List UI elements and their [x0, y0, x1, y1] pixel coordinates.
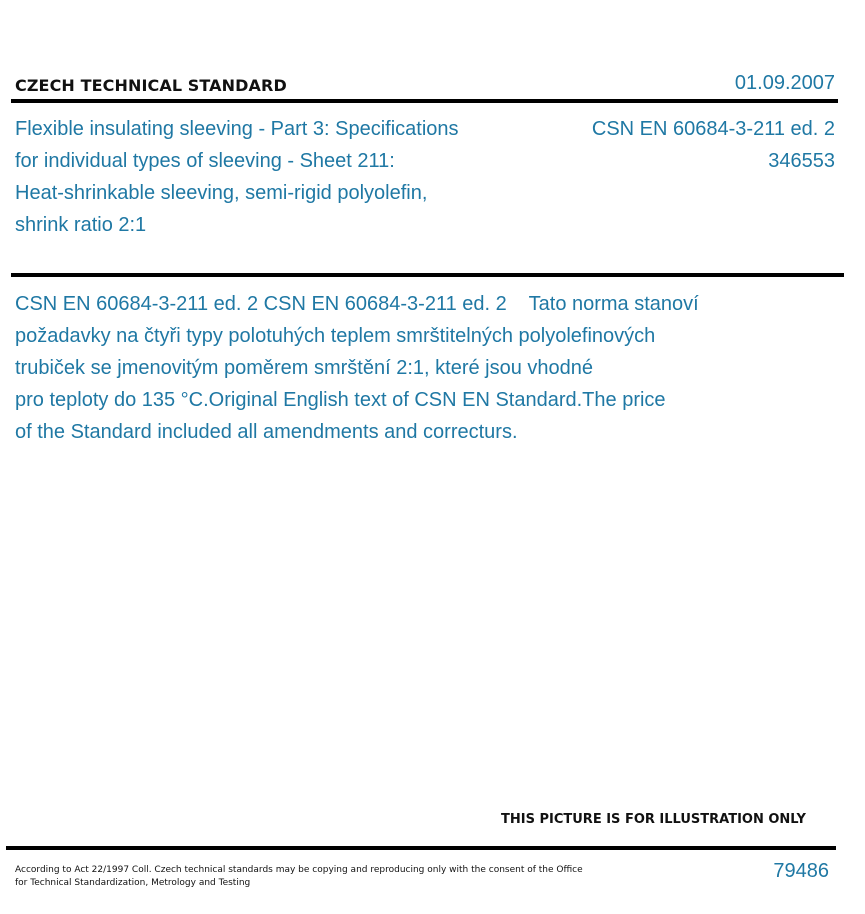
standard-description	[15, 288, 845, 448]
title-line: shrink ratio 2:1	[15, 214, 147, 236]
title-divider	[11, 273, 844, 277]
catalog-number: 346553	[768, 150, 835, 172]
description-line: CSN EN 60684-3-211 ed. 2 CSN EN 60684-3-211 ed. 2 Tato norma stanoví	[15, 293, 699, 315]
title-line: Flexible insulating sleeving - Part 3: Specifications	[15, 118, 459, 140]
legal-notice	[15, 864, 583, 890]
standard-id: CSN EN 60684-3-211 ed. 2	[591, 118, 835, 140]
illustration-notice: THIS PICTURE IS FOR ILLUSTRATION ONLY	[501, 812, 806, 827]
description-line: pro teploty do 135 °C.Original English text of CSN EN Standard.The price	[15, 389, 666, 411]
header-divider	[11, 99, 838, 103]
description-line: of the Standard included all amendments and correcturs.	[15, 421, 518, 443]
standard-reference	[592, 113, 835, 177]
description-line: trubiček se jmenovitým poměrem smrštění 2:1, které jsou vhodné	[15, 357, 594, 379]
standard-title	[15, 113, 535, 241]
title-line: for individual types of sleeving - Sheet 211:	[15, 150, 395, 172]
legal-line: According to Act 22/1997 Coll. Czech technical standards may be copying and reproducing only with the consent of the Office	[15, 865, 583, 875]
legal-line: for Technical Standardization, Metrology and Testing	[15, 878, 251, 888]
publication-date: 01.09.2007	[734, 72, 835, 94]
document-code: 79486	[773, 860, 829, 882]
description-line: požadavky na čtyři typy polotuhých teplem smrštitelných polyolefinových	[15, 325, 656, 347]
footer-divider	[6, 846, 836, 850]
standard-type-label: CZECH TECHNICAL STANDARD	[15, 76, 287, 95]
title-line: Heat-shrinkable sleeving, semi-rigid polyolefin,	[15, 182, 428, 204]
